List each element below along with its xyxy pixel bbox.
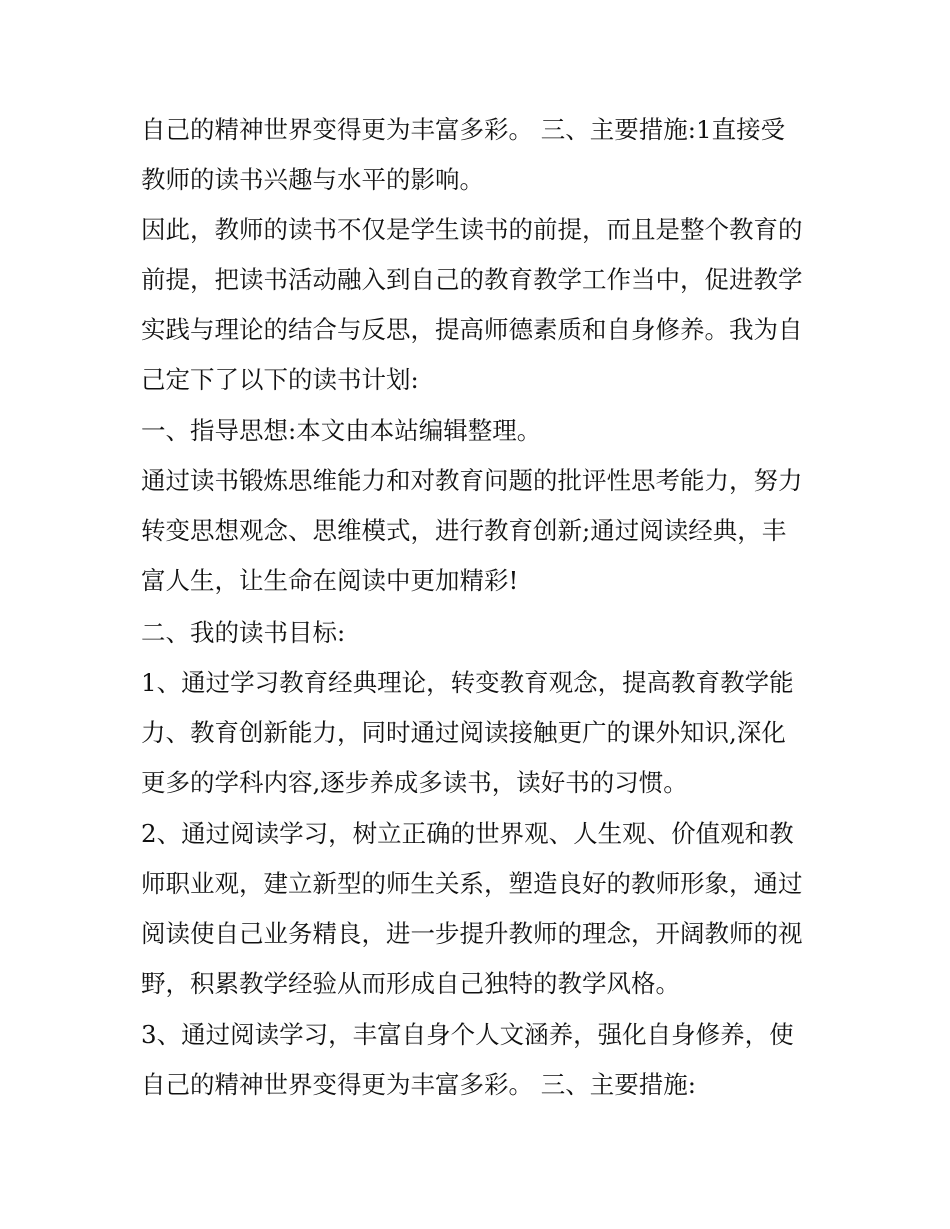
text-line: 师职业观，建立新型的师生关系，塑造良好的教师形象，通过: [141, 869, 803, 898]
text-line: 2、通过阅读学习，树立正确的世界观、人生观、价值观和教: [141, 819, 794, 848]
text-line: 实践与理论的结合与反思，提高师德素质和自身修养。我为自: [141, 315, 803, 344]
text-line: 1、通过学习教育经典理论，转变教育观念，提高教育教学能: [141, 668, 794, 697]
text-line: 一、指导思想:本文由本站编辑整理。: [141, 416, 542, 445]
text-line: 转变思想观念、思维模式，进行教育创新;通过阅读经典，丰: [141, 516, 787, 545]
text-line: 阅读使自己业务精良，进一步提升教师的理念，开阔教师的视: [141, 919, 803, 948]
text-line: 通过读书锻炼思维能力和对教育问题的批评性思考能力，努力: [141, 466, 803, 495]
text-line: 前提，把读书活动融入到自己的教育教学工作当中，促进教学: [141, 265, 803, 294]
text-line: 己定下了以下的读书计划:: [141, 365, 419, 394]
text-line: 教师的读书兴趣与水平的影响。: [141, 165, 484, 194]
text-line: 更多的学科内容,逐步养成多读书，读好书的习惯。: [141, 768, 688, 797]
text-line: 因此，教师的读书不仅是学生读书的前提，而且是整个教育的: [141, 215, 803, 244]
text-line: 自己的精神世界变得更为丰富多彩。 三、主要措施:: [141, 1070, 697, 1099]
text-line: 自己的精神世界变得更为丰富多彩。 三、主要措施:1直接受: [141, 115, 786, 144]
text-line: 二、我的读书目标:: [141, 618, 346, 647]
text-line: 3、通过阅读学习，丰富自身个人文涵养，强化自身修养，使: [141, 1020, 794, 1049]
text-line: 力、教育创新能力，同时通过阅读接触更广的课外知识,深化: [141, 718, 786, 747]
text-line: 野，积累教学经验从而形成自己独特的教学风格。: [141, 969, 680, 998]
text-line: 富人生，让生命在阅读中更加精彩!: [141, 566, 519, 595]
